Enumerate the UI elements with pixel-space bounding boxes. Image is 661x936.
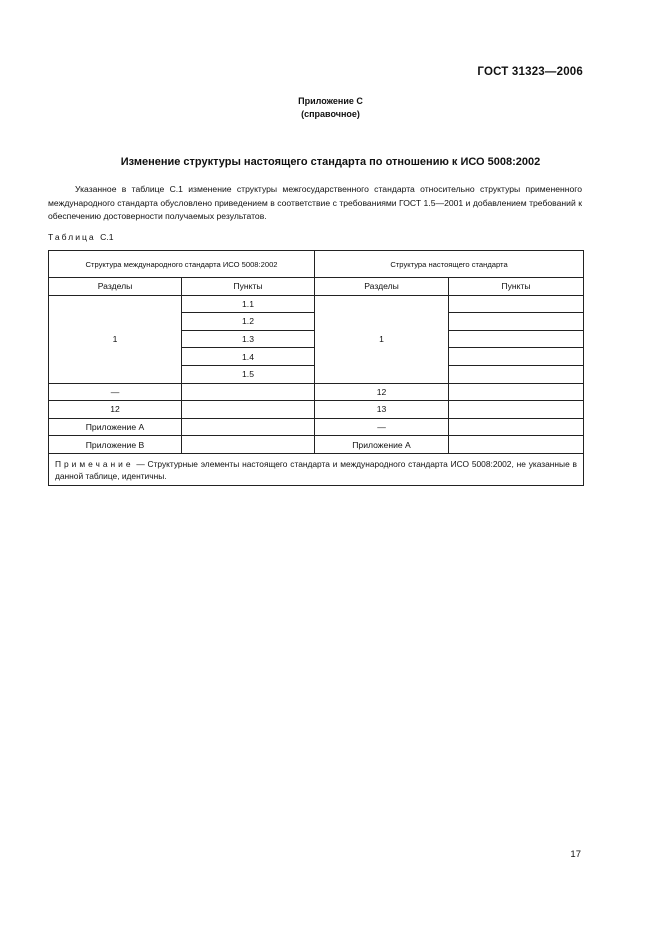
table-cell: —: [315, 418, 449, 436]
paragraph-text: Указанное в таблице С.1 изменение структуры межгосударственного стандарта относительно структуры примененного международного стандарта обусловлено приведением в соответствие с требованиями ГОСТ 1.5—2001 и добавлением требований к обеспечению достоверности получаемых результатов.: [48, 184, 582, 221]
structure-comparison-table: [48, 250, 584, 486]
table-cell: [449, 330, 584, 348]
section-heading: Изменение структуры настоящего стандарта по отношению к ИСО 5008:2002: [120, 156, 541, 168]
table-row: [49, 436, 584, 454]
table-cell: 1.1: [182, 295, 315, 313]
table-cell: [449, 401, 584, 419]
sub-header-clauses-national: Пункты: [449, 278, 584, 296]
page-number: 17: [570, 849, 581, 860]
table-note-row: [49, 453, 584, 485]
table-row: [49, 401, 584, 419]
table-cell: [182, 383, 315, 401]
annex-title: Приложение С: [298, 96, 363, 106]
sub-header-clauses-intl: Пункты: [182, 278, 315, 296]
table-cell: 1: [315, 295, 449, 383]
table-caption: [48, 232, 113, 242]
body-paragraph: [48, 183, 582, 224]
table-cell: [449, 313, 584, 331]
table-cell: [182, 436, 315, 454]
document-code: ГОСТ 31323—2006: [477, 66, 583, 78]
sub-header-sections-intl: Разделы: [49, 278, 182, 296]
table-cell: 1: [49, 295, 182, 383]
table-cell: 13: [315, 401, 449, 419]
table-cell: [449, 383, 584, 401]
table-cell: [449, 295, 584, 313]
annex-heading: [0, 95, 661, 121]
table-cell: 12: [49, 401, 182, 419]
table-row: [49, 295, 584, 313]
table-cell: Приложение В: [49, 436, 182, 454]
table-cell: 12: [315, 383, 449, 401]
note-label: Примечание: [55, 458, 134, 469]
table-cell: Приложение А: [315, 436, 449, 454]
table-cell: [449, 436, 584, 454]
group-header-international: Структура международного стандарта ИСО 5008:2002: [49, 251, 315, 278]
table-row: [49, 418, 584, 436]
table-cell: 1.5: [182, 365, 315, 383]
table-sub-header-row: [49, 278, 584, 296]
table-caption-number: С.1: [100, 232, 114, 242]
table-group-header-row: [49, 251, 584, 278]
table-cell: 1.4: [182, 348, 315, 366]
table-caption-label: Таблица: [48, 232, 96, 242]
group-header-national: Структура настоящего стандарта: [315, 251, 584, 278]
note-text: — Структурные элементы настоящего стандарта и международного стандарта ИСО 5008:2002, не указанные в данной таблице, идентичны.: [55, 458, 578, 481]
table-cell: [449, 418, 584, 436]
table-row: [49, 383, 584, 401]
table-cell: [449, 348, 584, 366]
table-cell: [182, 401, 315, 419]
table-cell: Приложение А: [49, 418, 182, 436]
table-note: [49, 453, 584, 485]
table-cell: 1.3: [182, 330, 315, 348]
table-cell: [449, 365, 584, 383]
annex-status: (справочное): [301, 109, 360, 119]
sub-header-sections-national: Разделы: [315, 278, 449, 296]
table-cell: 1.2: [182, 313, 315, 331]
table-cell: —: [49, 383, 182, 401]
table-cell: [182, 418, 315, 436]
